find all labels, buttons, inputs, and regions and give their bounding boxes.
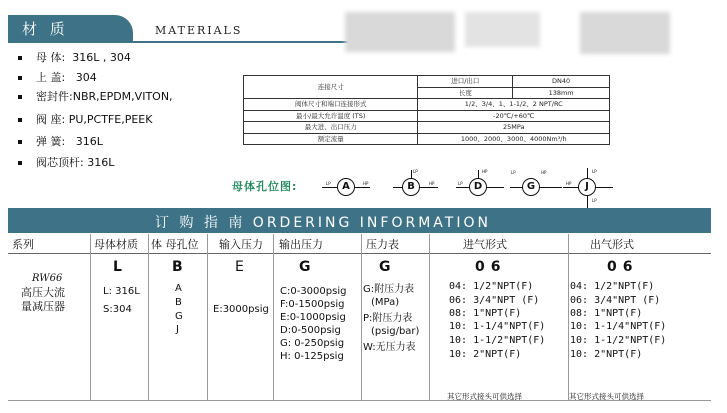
material-row-spring: 弹 簧: 316L [18, 133, 103, 149]
port-b-hp: HP [429, 181, 435, 186]
output-pressure-option: C:0-3000psig [280, 286, 347, 297]
spec-row-label: 最小/最大允许温度 (TS) [244, 110, 418, 122]
gauge-option: (MPa) [371, 297, 400, 308]
inlet-option: 08: 1"NPT(F) [449, 308, 522, 319]
spec-conn-label: 连接尺寸 [244, 76, 418, 99]
header-divider [8, 253, 711, 254]
port-position-option: B [175, 297, 182, 308]
inlet-option: 10: 1-1/4"NPT(F) [449, 321, 546, 332]
inlet-option: 10: 1-1/2"NPT(F) [449, 335, 546, 346]
spec-row-value: 1/2、3/4、1、1-1/2、2 NPT/RC [418, 99, 610, 111]
inlet-option: 06: 3/4"NPT (F) [449, 295, 540, 306]
spec-conn-dn: DN40 [513, 76, 610, 88]
body-material-option: S:304 [103, 304, 132, 315]
material-row-seat: 阀 座: PU,PCTFE,PEEK [18, 111, 152, 127]
material-row-stem: 阀芯顶杆: 316L [18, 154, 114, 170]
spec-length-label: 长度 [418, 87, 513, 99]
col-divider [361, 234, 362, 400]
inlet-code: 06 [475, 259, 507, 275]
port-b-icon: B [402, 178, 420, 196]
spec-row-value: 1000、2000、3000、4000Nm³/h [418, 133, 610, 145]
materials-divider [8, 41, 348, 43]
header-series: 系列 [12, 238, 34, 251]
body-material-option: L: 316L [103, 286, 140, 297]
port-d-icon: D [469, 178, 487, 196]
gauge-option: (psig/bar) [371, 326, 420, 337]
port-diagram-title: 母体孔位图: [232, 180, 298, 193]
outlet-option: 10: 1-1/4"NPT(F) [570, 321, 667, 332]
gauge-option: G:附压力表 [363, 284, 415, 295]
outlet-code: 06 [607, 259, 639, 275]
header-input-pressure: 输入压力 [219, 238, 263, 251]
blurred-logo-2 [465, 12, 540, 47]
port-g-icon: G [522, 178, 540, 196]
port-position-option: A [175, 283, 182, 294]
inlet-option: 04: 1/2"NPT(F) [449, 281, 534, 292]
output-pressure-code: G [299, 259, 311, 275]
outlet-note: 其它形式接头可供选择 [569, 392, 644, 401]
inlet-note: 其它形式接头可供选择 [447, 392, 522, 401]
header-output-pressure: 输出压力 [279, 238, 323, 251]
port-d-lp: LP [458, 181, 463, 186]
materials-title-en: MATERIALS [155, 24, 243, 37]
col-divider [429, 234, 430, 400]
col-divider [148, 234, 149, 400]
spec-row-label: 阀体尺寸和端口连接形式 [244, 99, 418, 111]
header-inlet: 进气形式 [463, 238, 507, 251]
port-b-lp: LP [413, 169, 418, 174]
spec-conn-head: 进口/出口 [418, 76, 513, 88]
header-body-material: 母体材质 [94, 238, 138, 251]
port-position-option: J [176, 324, 179, 335]
ordering-band [8, 208, 711, 233]
spec-row-value: 25MPa [418, 122, 610, 134]
ordering-title: 订 购 指 南 ORDERING INFORMATION [155, 215, 491, 231]
series-line2: 量减压器 [21, 300, 65, 313]
header-port-position: 体 母孔位 [151, 238, 199, 251]
outlet-option: 08: 1"NPT(F) [570, 308, 643, 319]
port-g-hp: HP [541, 170, 547, 175]
output-pressure-option: E:0-1000psig [280, 312, 346, 323]
input-pressure-code: E [235, 259, 244, 275]
body-material-code: L [113, 259, 122, 275]
outlet-option: 06: 3/4"NPT (F) [570, 295, 661, 306]
gauge-option: W:无压力表 [363, 342, 416, 353]
spec-table [243, 75, 610, 145]
blurred-logo-3 [580, 12, 670, 54]
material-row-body: 母 体: 316L , 304 [18, 49, 131, 65]
port-a-hp: HP [363, 181, 369, 186]
col-divider [90, 234, 91, 400]
col-divider [207, 234, 208, 400]
spec-row-label: 额定流量 [244, 133, 418, 145]
header-gauge: 压力表 [366, 238, 399, 251]
port-position-option: G [175, 311, 183, 322]
output-pressure-option: G: 0-250psig [280, 338, 345, 349]
input-pressure-option: E:3000psig [213, 304, 269, 315]
outlet-option: 04: 1/2"NPT(F) [570, 281, 655, 292]
gauge-option: P:附压力表 [363, 313, 413, 324]
material-row-cover: 上 盖: 304 [18, 69, 97, 85]
port-a-lp: LP [326, 181, 331, 186]
spec-row-value: -20℃/+60℃ [418, 110, 610, 122]
outlet-option: 10: 2"NPT(F) [570, 349, 643, 360]
material-row-seal: 密封件:NBR,EPDM,VITON, [18, 88, 173, 104]
col-divider [568, 234, 569, 400]
outlet-option: 10: 1-1/2"NPT(F) [570, 335, 667, 346]
col-divider [273, 234, 274, 400]
gauge-code: G [379, 259, 391, 275]
inlet-option: 10: 2"NPT(F) [449, 349, 522, 360]
materials-tab [8, 15, 133, 41]
port-j-lp-bottom: LP [592, 198, 597, 203]
series-line1: 高压大流 [21, 286, 65, 299]
port-a-icon: A [337, 178, 355, 196]
output-pressure-option: D:0-500psig [280, 325, 341, 336]
port-d-hp-top: HP [482, 169, 488, 174]
materials-title: 材 质 [22, 20, 69, 38]
port-position-code: B [172, 259, 183, 275]
output-pressure-option: H: 0-125psig [280, 351, 344, 362]
blurred-logo-1 [345, 12, 455, 52]
output-pressure-option: F:0-1500psig [280, 299, 345, 310]
header-outlet: 出气形式 [590, 238, 634, 251]
port-j-icon: J [578, 178, 596, 196]
series-model: RW66 [32, 273, 63, 284]
port-j-lp: LP [592, 169, 597, 174]
spec-length-value: 138mm [513, 87, 610, 99]
port-j-hp: HP [566, 181, 572, 186]
spec-row-label: 最大进、出口压力 [244, 122, 418, 134]
port-g-lp: LP [511, 170, 516, 175]
